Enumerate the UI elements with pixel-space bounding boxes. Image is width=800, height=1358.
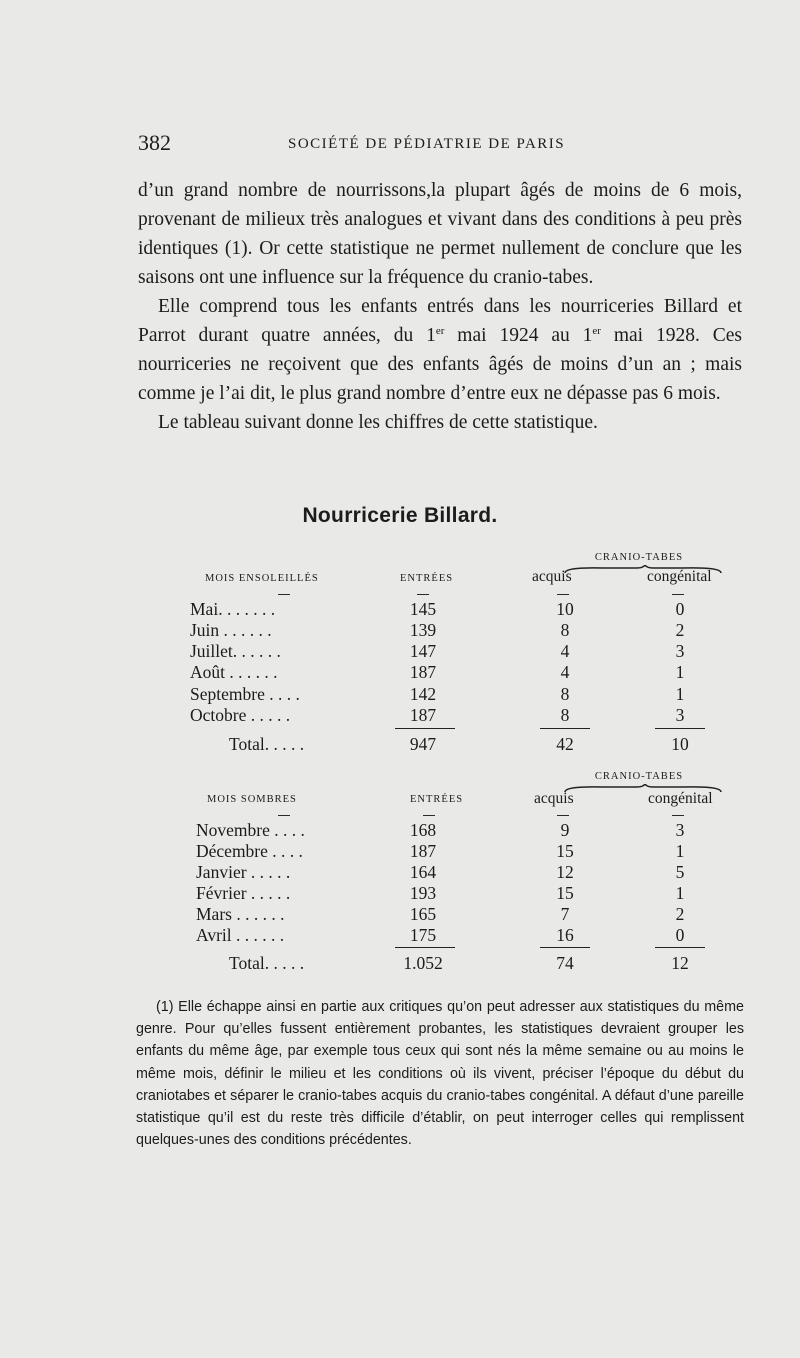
footnote bbox=[136, 996, 744, 1151]
table-row bbox=[0, 883, 800, 905]
table-row bbox=[0, 599, 800, 621]
cell-mois: Septembre . . . . bbox=[190, 684, 300, 704]
header-acquis: acquis bbox=[534, 790, 574, 807]
header-dash bbox=[278, 594, 290, 595]
cell-mois: Janvier . . . . . bbox=[196, 862, 291, 882]
cell-entrees: 193 bbox=[409, 883, 437, 903]
body-text bbox=[138, 176, 742, 437]
header-mois-ensoleilles: MOIS ENSOLEILLÉS bbox=[205, 573, 319, 584]
cell-acquis: 10 bbox=[556, 599, 574, 619]
total-entrees: 1.052 bbox=[403, 953, 443, 973]
cell-entrees: 187 bbox=[409, 705, 437, 725]
total-row bbox=[0, 953, 800, 975]
cell-acquis: 7 bbox=[560, 904, 570, 924]
cell-mois: Février . . . . . bbox=[196, 883, 291, 903]
cell-congenital: 2 bbox=[675, 904, 685, 924]
table-row bbox=[0, 862, 800, 884]
header-dash bbox=[417, 594, 429, 595]
cell-acquis: 8 bbox=[560, 620, 570, 640]
superscript-er-1: er bbox=[435, 325, 445, 337]
cell-entrees: 147 bbox=[409, 641, 437, 661]
header-dash bbox=[672, 815, 684, 816]
cell-congenital: 0 bbox=[675, 925, 685, 945]
cell-congenital: 3 bbox=[675, 820, 685, 840]
cell-acquis: 9 bbox=[560, 820, 570, 840]
paragraph-1: d’un grand nombre de nourrissons,la plupart âgés de moins de 6 mois, provenant de milieux très analogues et vivant dans des conditions à peu près identiques (1). Or cette statistique ne permet nullement de conclure que les saisons ont une influence sur la fréquence du cranio-tabes. bbox=[138, 180, 742, 288]
total-congenital: 12 bbox=[671, 953, 689, 973]
total-congenital: 10 bbox=[671, 734, 689, 754]
cell-mois: Juin . . . . . . bbox=[190, 620, 272, 640]
cranio-tabes-group-label: CRANIO-TABES bbox=[594, 771, 684, 782]
sum-rule bbox=[655, 947, 705, 948]
cell-congenital: 1 bbox=[675, 684, 685, 704]
paragraph-3: Le tableau suivant donne les chiffres de cette statistique. bbox=[158, 412, 598, 433]
cell-mois: Décembre . . . . bbox=[196, 841, 303, 861]
cell-entrees: 142 bbox=[409, 684, 437, 704]
cell-mois: Novembre . . . . bbox=[196, 820, 305, 840]
table-title: Nourricerie Billard. bbox=[302, 504, 498, 527]
total-label: Total. . . . . bbox=[229, 953, 305, 973]
footnote-text: (1) Elle échappe ainsi en partie aux critiques qu’on peut adresser aux statistiques du même genre. Pour qu’elles fussent entièrement probantes, les statistiques devraient grouper les enfants du même âge, par exemple tous ceux qui sont nés la même semaine ou au moins le même mois, définir le milieu et les conditions où ils vivent, préciser l’époque du début du craniotabes et séparer le cranio-tabes acquis du cranio-tabes congénital. A défaut d’une pareille statistique qu’il est du reste très difficile d’établir, on peut interroger celles qui remplissent quelques-unes des conditions précédentes. bbox=[136, 999, 744, 1149]
cell-entrees: 165 bbox=[409, 904, 437, 924]
paragraph-2 bbox=[138, 292, 742, 408]
sum-rule bbox=[395, 947, 455, 948]
header-congenital: congénital bbox=[648, 790, 713, 807]
page-header bbox=[138, 130, 738, 160]
header-entrees: ENTRÉES bbox=[410, 794, 464, 805]
total-label: Total. . . . . bbox=[229, 734, 305, 754]
cell-acquis: 15 bbox=[556, 883, 574, 903]
superscript-er-2: er bbox=[592, 325, 601, 337]
cell-mois: Avril . . . . . . bbox=[196, 925, 285, 945]
cell-congenital: 5 bbox=[675, 862, 685, 882]
header-dash bbox=[423, 815, 435, 816]
cell-entrees: 164 bbox=[409, 862, 437, 882]
header-congenital: congénital bbox=[647, 568, 712, 585]
table-row bbox=[0, 662, 800, 684]
table-row bbox=[0, 841, 800, 863]
cell-entrees: 187 bbox=[409, 841, 437, 861]
header-dash bbox=[557, 594, 569, 595]
cell-congenital: 0 bbox=[675, 599, 685, 619]
total-acquis: 74 bbox=[556, 953, 574, 973]
cell-congenital: 1 bbox=[675, 662, 685, 682]
cell-mois: Juillet. . . . . . bbox=[190, 641, 281, 661]
cell-entrees: 187 bbox=[409, 662, 437, 682]
table-row bbox=[0, 641, 800, 663]
cell-entrees: 168 bbox=[409, 820, 437, 840]
cell-mois: Octobre . . . . . bbox=[190, 705, 291, 725]
table-row bbox=[0, 684, 800, 706]
page-number: 382 bbox=[138, 130, 171, 155]
paragraph-2-part-b: mai 1924 au 1 bbox=[444, 325, 593, 346]
cell-acquis: 12 bbox=[556, 862, 574, 882]
header-dash bbox=[557, 815, 569, 816]
paragraph-2-part-c: mai 1928. Ces nourriceries ne reçoivent que des enfants âgés de moins d’un an ; mais comme je l’ai dit, le plus grand nombre d’entre eux ne dépasse pas 6 mois. bbox=[138, 325, 742, 404]
cell-congenital: 3 bbox=[675, 705, 685, 725]
running-title: SOCIÉTÉ DE PÉDIATRIE DE PARIS bbox=[288, 136, 566, 152]
cell-acquis: 4 bbox=[560, 662, 570, 682]
header-entrees: ENTRÉES bbox=[400, 573, 454, 584]
header-dash bbox=[672, 594, 684, 595]
cell-congenital: 3 bbox=[675, 641, 685, 661]
cell-acquis: 16 bbox=[556, 925, 574, 945]
total-entrees: 947 bbox=[409, 734, 437, 754]
sum-rule bbox=[655, 728, 705, 729]
total-acquis: 42 bbox=[556, 734, 574, 754]
cell-mois: Mars . . . . . . bbox=[196, 904, 285, 924]
header-mois-sombres: MOIS SOMBRES bbox=[207, 794, 297, 805]
table-row bbox=[0, 705, 800, 727]
cell-acquis: 8 bbox=[560, 684, 570, 704]
cell-congenital: 1 bbox=[675, 883, 685, 903]
sum-rule bbox=[395, 728, 455, 729]
cell-entrees: 175 bbox=[409, 925, 437, 945]
total-row bbox=[0, 734, 800, 756]
sum-rule bbox=[540, 728, 590, 729]
table-row bbox=[0, 904, 800, 926]
cell-acquis: 4 bbox=[560, 641, 570, 661]
cell-mois: Mai. . . . . . . bbox=[190, 599, 276, 619]
cell-congenital: 2 bbox=[675, 620, 685, 640]
cell-acquis: 15 bbox=[556, 841, 574, 861]
cell-acquis: 8 bbox=[560, 705, 570, 725]
paragraph-2-part-a: Elle comprend tous les enfants entrés dans les nourriceries Billard et Parrot durant quatre années, du 1 bbox=[138, 296, 742, 346]
table-row bbox=[0, 925, 800, 947]
table-row bbox=[0, 820, 800, 842]
table-row bbox=[0, 620, 800, 642]
cell-mois: Août . . . . . . bbox=[190, 662, 278, 682]
cell-entrees: 139 bbox=[409, 620, 437, 640]
header-dash bbox=[278, 815, 290, 816]
header-acquis: acquis bbox=[532, 568, 572, 585]
sum-rule bbox=[540, 947, 590, 948]
cell-entrees: 145 bbox=[409, 599, 437, 619]
cell-congenital: 1 bbox=[675, 841, 685, 861]
cranio-tabes-group-label: CRANIO-TABES bbox=[594, 552, 684, 563]
